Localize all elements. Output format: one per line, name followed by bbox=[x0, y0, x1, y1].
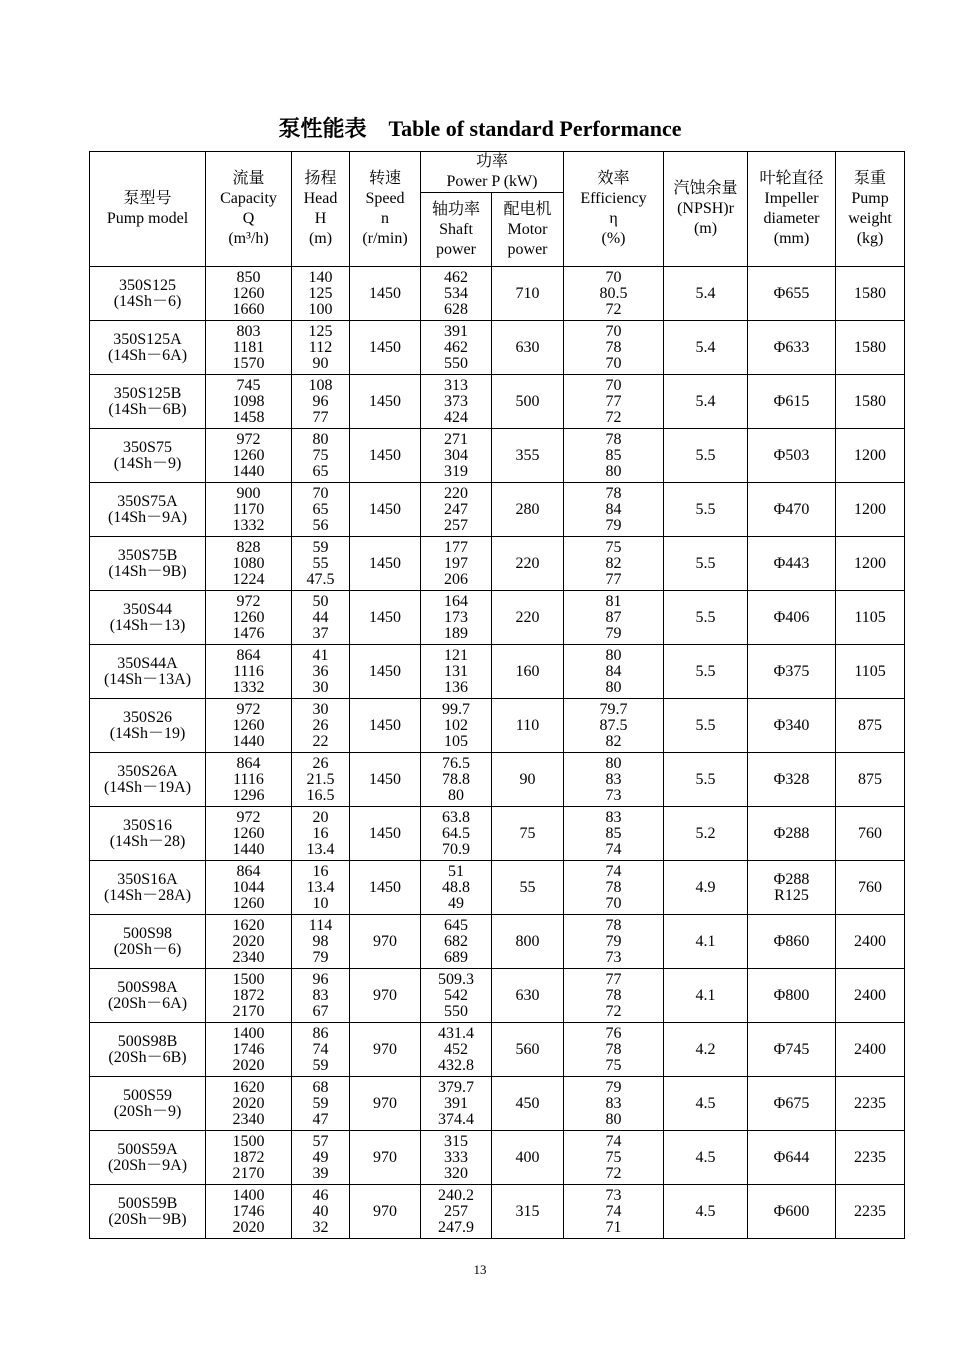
cell-eff: 81 87 79 bbox=[564, 591, 664, 645]
cell-q: 864 1116 1332 bbox=[206, 645, 292, 699]
cell-model: 500S98 (20Sh－6) bbox=[90, 915, 206, 969]
cell-model: 350S26 (14Sh－19) bbox=[90, 699, 206, 753]
cell-wt: 1580 bbox=[836, 267, 905, 321]
cell-motor: 500 bbox=[492, 375, 564, 429]
cell-eff: 70 80.5 72 bbox=[564, 267, 664, 321]
cell-h: 114 98 79 bbox=[292, 915, 350, 969]
header-weight: 泵重 Pump weight (kg) bbox=[836, 152, 905, 267]
cell-shaft: 509.3 542 550 bbox=[421, 969, 492, 1023]
cell-motor: 800 bbox=[492, 915, 564, 969]
cell-eff: 78 85 80 bbox=[564, 429, 664, 483]
cell-n: 1450 bbox=[350, 321, 421, 375]
cell-imp: Φ600 bbox=[748, 1185, 836, 1239]
cell-n: 1450 bbox=[350, 861, 421, 915]
cell-wt: 2235 bbox=[836, 1131, 905, 1185]
cell-model: 500S59A (20Sh－9A) bbox=[90, 1131, 206, 1185]
cell-shaft: 76.5 78.8 80 bbox=[421, 753, 492, 807]
header-model: 泵型号 Pump model bbox=[90, 152, 206, 267]
cell-imp: Φ288 bbox=[748, 807, 836, 861]
cell-n: 1450 bbox=[350, 645, 421, 699]
cell-imp: Φ644 bbox=[748, 1131, 836, 1185]
cell-h: 30 26 22 bbox=[292, 699, 350, 753]
cell-n: 1450 bbox=[350, 591, 421, 645]
cell-wt: 2400 bbox=[836, 1023, 905, 1077]
cell-npsh: 4.9 bbox=[664, 861, 748, 915]
table-row bbox=[90, 645, 905, 699]
cell-motor: 220 bbox=[492, 591, 564, 645]
cell-wt: 1580 bbox=[836, 375, 905, 429]
cell-h: 26 21.5 16.5 bbox=[292, 753, 350, 807]
cell-q: 1620 2020 2340 bbox=[206, 1077, 292, 1131]
cell-q: 828 1080 1224 bbox=[206, 537, 292, 591]
cell-n: 1450 bbox=[350, 537, 421, 591]
cell-q: 972 1260 1440 bbox=[206, 429, 292, 483]
cell-wt: 1200 bbox=[836, 537, 905, 591]
table-row bbox=[90, 483, 905, 537]
header-motor-power: 配电机 Motor power bbox=[492, 193, 564, 267]
cell-model: 500S98A (20Sh－6A) bbox=[90, 969, 206, 1023]
cell-shaft: 220 247 257 bbox=[421, 483, 492, 537]
cell-imp: Φ406 bbox=[748, 591, 836, 645]
cell-shaft: 315 333 320 bbox=[421, 1131, 492, 1185]
cell-shaft: 240.2 257 247.9 bbox=[421, 1185, 492, 1239]
cell-h: 125 112 90 bbox=[292, 321, 350, 375]
cell-motor: 400 bbox=[492, 1131, 564, 1185]
header-capacity: 流量 Capacity Q (m³/h) bbox=[206, 152, 292, 267]
cell-q: 1500 1872 2170 bbox=[206, 1131, 292, 1185]
cell-shaft: 431.4 452 432.8 bbox=[421, 1023, 492, 1077]
header-power: 功率 Power P (kW) bbox=[421, 152, 564, 193]
table-row bbox=[90, 1185, 905, 1239]
table-row bbox=[90, 969, 905, 1023]
table-row bbox=[90, 915, 905, 969]
cell-wt: 760 bbox=[836, 807, 905, 861]
cell-npsh: 5.5 bbox=[664, 645, 748, 699]
cell-model: 350S16A (14Sh－28A) bbox=[90, 861, 206, 915]
cell-model: 350S125B (14Sh－6B) bbox=[90, 375, 206, 429]
cell-eff: 79.7 87.5 82 bbox=[564, 699, 664, 753]
cell-npsh: 5.4 bbox=[664, 267, 748, 321]
page-number: 13 bbox=[473, 1262, 487, 1277]
cell-q: 745 1098 1458 bbox=[206, 375, 292, 429]
cell-npsh: 4.5 bbox=[664, 1185, 748, 1239]
cell-imp: Φ503 bbox=[748, 429, 836, 483]
cell-motor: 280 bbox=[492, 483, 564, 537]
cell-q: 864 1116 1296 bbox=[206, 753, 292, 807]
cell-q: 1500 1872 2170 bbox=[206, 969, 292, 1023]
cell-motor: 710 bbox=[492, 267, 564, 321]
cell-wt: 2400 bbox=[836, 969, 905, 1023]
cell-n: 970 bbox=[350, 1023, 421, 1077]
cell-n: 970 bbox=[350, 915, 421, 969]
cell-shaft: 51 48.8 49 bbox=[421, 861, 492, 915]
cell-npsh: 4.5 bbox=[664, 1131, 748, 1185]
header-head: 扬程 Head H (m) bbox=[292, 152, 350, 267]
table-row bbox=[90, 807, 905, 861]
table-row bbox=[90, 267, 905, 321]
cell-n: 1450 bbox=[350, 483, 421, 537]
cell-motor: 90 bbox=[492, 753, 564, 807]
cell-npsh: 5.5 bbox=[664, 591, 748, 645]
cell-npsh: 4.5 bbox=[664, 1077, 748, 1131]
cell-shaft: 313 373 424 bbox=[421, 375, 492, 429]
cell-h: 57 49 39 bbox=[292, 1131, 350, 1185]
cell-motor: 450 bbox=[492, 1077, 564, 1131]
cell-n: 970 bbox=[350, 1131, 421, 1185]
cell-n: 970 bbox=[350, 1185, 421, 1239]
table-row bbox=[90, 429, 905, 483]
cell-imp: Φ675 bbox=[748, 1077, 836, 1131]
cell-q: 864 1044 1260 bbox=[206, 861, 292, 915]
cell-h: 86 74 59 bbox=[292, 1023, 350, 1077]
cell-motor: 110 bbox=[492, 699, 564, 753]
cell-n: 1450 bbox=[350, 807, 421, 861]
cell-npsh: 5.2 bbox=[664, 807, 748, 861]
cell-imp: Φ745 bbox=[748, 1023, 836, 1077]
cell-motor: 55 bbox=[492, 861, 564, 915]
cell-q: 1400 1746 2020 bbox=[206, 1023, 292, 1077]
table-row bbox=[90, 537, 905, 591]
cell-q: 1400 1746 2020 bbox=[206, 1185, 292, 1239]
cell-shaft: 271 304 319 bbox=[421, 429, 492, 483]
cell-shaft: 462 534 628 bbox=[421, 267, 492, 321]
cell-model: 350S44A (14Sh－13A) bbox=[90, 645, 206, 699]
cell-shaft: 379.7 391 374.4 bbox=[421, 1077, 492, 1131]
cell-eff: 75 82 77 bbox=[564, 537, 664, 591]
cell-eff: 78 79 73 bbox=[564, 915, 664, 969]
cell-wt: 1580 bbox=[836, 321, 905, 375]
cell-imp: Φ288 R125 bbox=[748, 861, 836, 915]
cell-eff: 73 74 71 bbox=[564, 1185, 664, 1239]
cell-npsh: 5.4 bbox=[664, 375, 748, 429]
cell-npsh: 5.5 bbox=[664, 753, 748, 807]
cell-shaft: 164 173 189 bbox=[421, 591, 492, 645]
cell-q: 1620 2020 2340 bbox=[206, 915, 292, 969]
cell-h: 59 55 47.5 bbox=[292, 537, 350, 591]
cell-npsh: 5.5 bbox=[664, 429, 748, 483]
cell-shaft: 121 131 136 bbox=[421, 645, 492, 699]
cell-model: 350S125A (14Sh－6A) bbox=[90, 321, 206, 375]
cell-imp: Φ655 bbox=[748, 267, 836, 321]
cell-model: 500S98B (20Sh－6B) bbox=[90, 1023, 206, 1077]
cell-eff: 70 78 70 bbox=[564, 321, 664, 375]
cell-q: 972 1260 1440 bbox=[206, 699, 292, 753]
table-row bbox=[90, 591, 905, 645]
cell-shaft: 99.7 102 105 bbox=[421, 699, 492, 753]
cell-wt: 1200 bbox=[836, 429, 905, 483]
cell-h: 50 44 37 bbox=[292, 591, 350, 645]
cell-h: 140 125 100 bbox=[292, 267, 350, 321]
cell-npsh: 4.1 bbox=[664, 915, 748, 969]
table-row bbox=[90, 1077, 905, 1131]
cell-model: 350S16 (14Sh－28) bbox=[90, 807, 206, 861]
table-row bbox=[90, 375, 905, 429]
cell-npsh: 5.5 bbox=[664, 483, 748, 537]
cell-motor: 315 bbox=[492, 1185, 564, 1239]
cell-q: 850 1260 1660 bbox=[206, 267, 292, 321]
cell-npsh: 5.5 bbox=[664, 699, 748, 753]
cell-shaft: 391 462 550 bbox=[421, 321, 492, 375]
cell-imp: Φ375 bbox=[748, 645, 836, 699]
cell-wt: 1200 bbox=[836, 483, 905, 537]
cell-model: 350S75A (14Sh－9A) bbox=[90, 483, 206, 537]
cell-n: 1450 bbox=[350, 267, 421, 321]
cell-wt: 1105 bbox=[836, 591, 905, 645]
cell-h: 96 83 67 bbox=[292, 969, 350, 1023]
cell-n: 1450 bbox=[350, 375, 421, 429]
cell-n: 970 bbox=[350, 969, 421, 1023]
table-body bbox=[90, 267, 905, 1239]
cell-npsh: 5.5 bbox=[664, 537, 748, 591]
cell-h: 80 75 65 bbox=[292, 429, 350, 483]
cell-model: 500S59B (20Sh－9B) bbox=[90, 1185, 206, 1239]
cell-npsh: 4.2 bbox=[664, 1023, 748, 1077]
cell-npsh: 4.1 bbox=[664, 969, 748, 1023]
cell-motor: 220 bbox=[492, 537, 564, 591]
cell-wt: 875 bbox=[836, 699, 905, 753]
header-npsh: 汽蚀余量 (NPSH)r (m) bbox=[664, 152, 748, 267]
cell-imp: Φ800 bbox=[748, 969, 836, 1023]
cell-eff: 78 84 79 bbox=[564, 483, 664, 537]
cell-wt: 2400 bbox=[836, 915, 905, 969]
cell-n: 1450 bbox=[350, 429, 421, 483]
cell-npsh: 5.4 bbox=[664, 321, 748, 375]
header-efficiency: 效率 Efficiency η (%) bbox=[564, 152, 664, 267]
performance-table bbox=[89, 151, 905, 1239]
cell-imp: Φ328 bbox=[748, 753, 836, 807]
table-row bbox=[90, 1131, 905, 1185]
cell-model: 350S26A (14Sh－19A) bbox=[90, 753, 206, 807]
cell-h: 41 36 30 bbox=[292, 645, 350, 699]
cell-n: 1450 bbox=[350, 753, 421, 807]
cell-wt: 875 bbox=[836, 753, 905, 807]
header-speed: 转速 Speed n (r/min) bbox=[350, 152, 421, 267]
cell-model: 500S59 (20Sh－9) bbox=[90, 1077, 206, 1131]
table-row bbox=[90, 753, 905, 807]
cell-shaft: 63.8 64.5 70.9 bbox=[421, 807, 492, 861]
table-row bbox=[90, 321, 905, 375]
cell-wt: 2235 bbox=[836, 1077, 905, 1131]
cell-imp: Φ633 bbox=[748, 321, 836, 375]
table-row bbox=[90, 699, 905, 753]
cell-model: 350S125 (14Sh－6) bbox=[90, 267, 206, 321]
cell-motor: 355 bbox=[492, 429, 564, 483]
cell-wt: 2235 bbox=[836, 1185, 905, 1239]
cell-imp: Φ340 bbox=[748, 699, 836, 753]
cell-n: 1450 bbox=[350, 699, 421, 753]
cell-q: 972 1260 1476 bbox=[206, 591, 292, 645]
cell-model: 350S44 (14Sh－13) bbox=[90, 591, 206, 645]
cell-eff: 74 78 70 bbox=[564, 861, 664, 915]
cell-h: 16 13.4 10 bbox=[292, 861, 350, 915]
page-title: 泵性能表 Table of standard Performance bbox=[278, 116, 682, 141]
cell-q: 972 1260 1440 bbox=[206, 807, 292, 861]
cell-eff: 83 85 74 bbox=[564, 807, 664, 861]
cell-q: 900 1170 1332 bbox=[206, 483, 292, 537]
cell-shaft: 177 197 206 bbox=[421, 537, 492, 591]
cell-wt: 760 bbox=[836, 861, 905, 915]
cell-eff: 70 77 72 bbox=[564, 375, 664, 429]
cell-imp: Φ470 bbox=[748, 483, 836, 537]
cell-q: 803 1181 1570 bbox=[206, 321, 292, 375]
table-row bbox=[90, 1023, 905, 1077]
cell-h: 108 96 77 bbox=[292, 375, 350, 429]
cell-imp: Φ860 bbox=[748, 915, 836, 969]
cell-eff: 79 83 80 bbox=[564, 1077, 664, 1131]
cell-motor: 630 bbox=[492, 969, 564, 1023]
cell-imp: Φ615 bbox=[748, 375, 836, 429]
cell-h: 70 65 56 bbox=[292, 483, 350, 537]
cell-eff: 80 83 73 bbox=[564, 753, 664, 807]
cell-h: 20 16 13.4 bbox=[292, 807, 350, 861]
cell-motor: 75 bbox=[492, 807, 564, 861]
cell-motor: 160 bbox=[492, 645, 564, 699]
cell-eff: 76 78 75 bbox=[564, 1023, 664, 1077]
cell-motor: 560 bbox=[492, 1023, 564, 1077]
table-row bbox=[90, 861, 905, 915]
cell-eff: 74 75 72 bbox=[564, 1131, 664, 1185]
cell-model: 350S75B (14Sh－9B) bbox=[90, 537, 206, 591]
cell-h: 68 59 47 bbox=[292, 1077, 350, 1131]
cell-h: 46 40 32 bbox=[292, 1185, 350, 1239]
cell-imp: Φ443 bbox=[748, 537, 836, 591]
header-impeller: 叶轮直径 Impeller diameter (mm) bbox=[748, 152, 836, 267]
cell-eff: 80 84 80 bbox=[564, 645, 664, 699]
cell-shaft: 645 682 689 bbox=[421, 915, 492, 969]
cell-motor: 630 bbox=[492, 321, 564, 375]
cell-wt: 1105 bbox=[836, 645, 905, 699]
cell-n: 970 bbox=[350, 1077, 421, 1131]
cell-model: 350S75 (14Sh－9) bbox=[90, 429, 206, 483]
header-shaft-power: 轴功率 Shaft power bbox=[421, 193, 492, 267]
cell-eff: 77 78 72 bbox=[564, 969, 664, 1023]
